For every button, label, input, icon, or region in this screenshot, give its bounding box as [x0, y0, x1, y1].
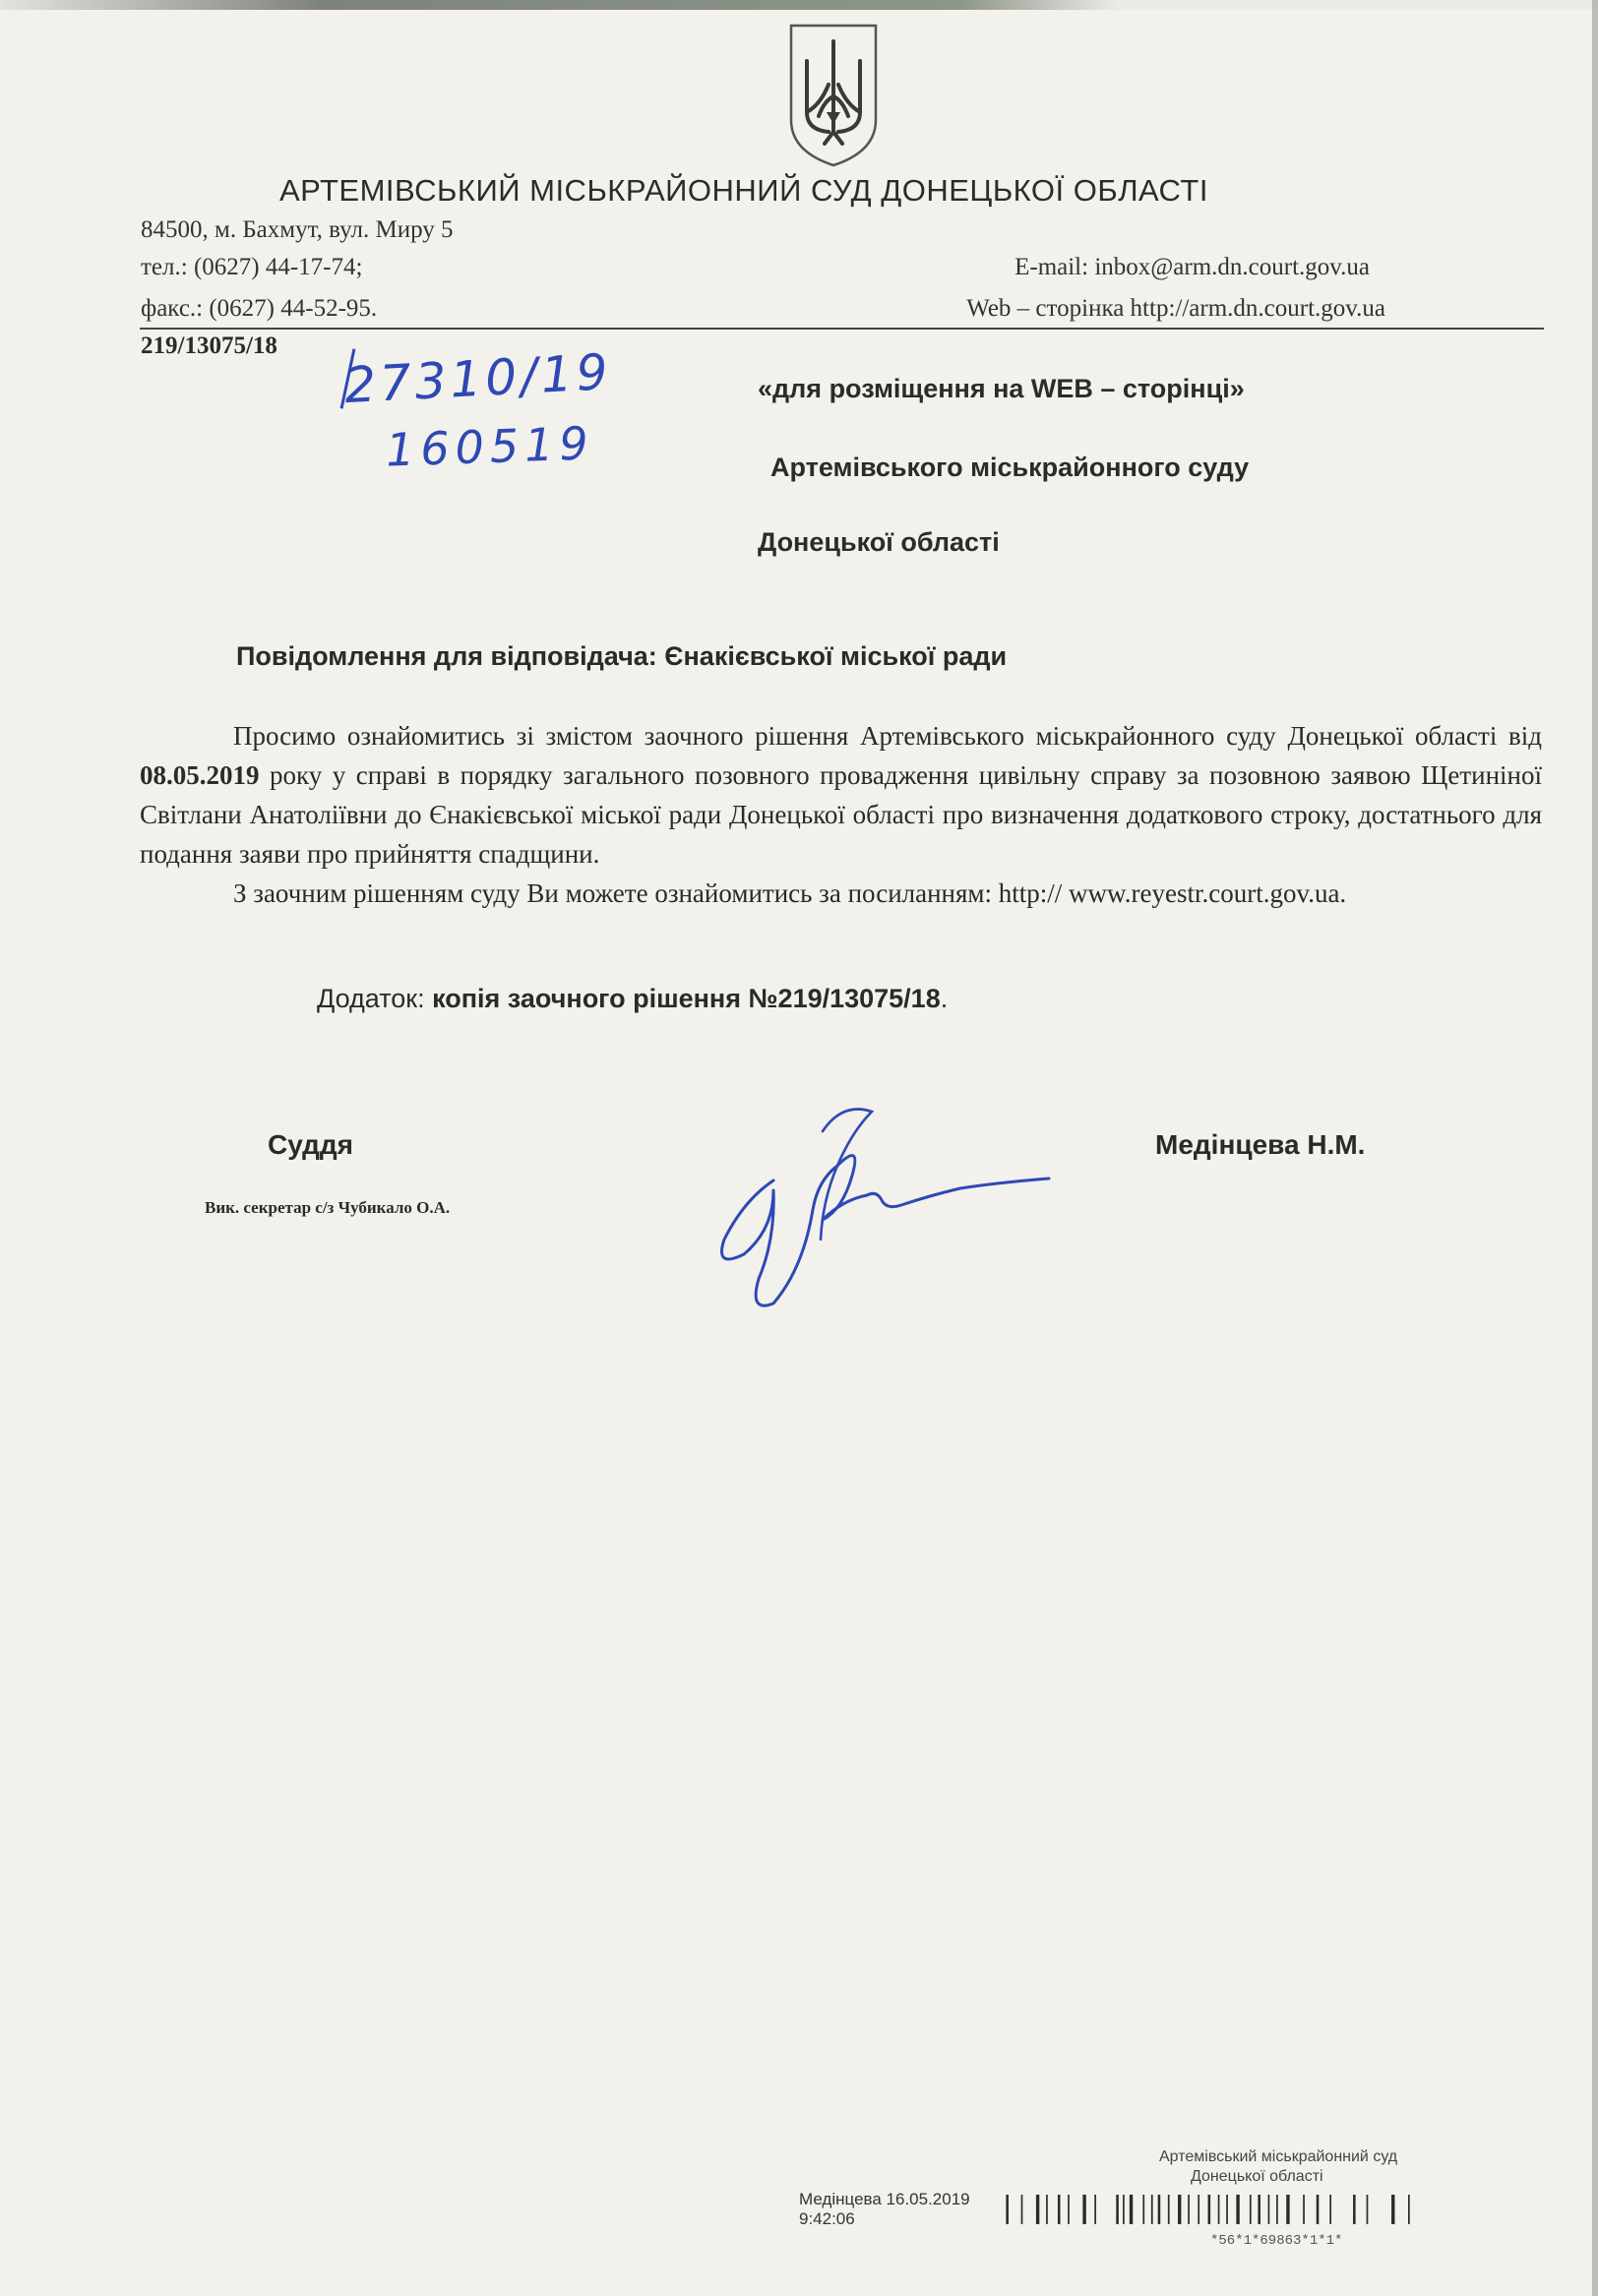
barcode-caption: Медінцева 16.05.2019 9:42:06	[799, 2190, 970, 2228]
decision-date: 08.05.2019	[140, 760, 260, 790]
attachment-label: Додаток:	[317, 984, 433, 1013]
destination-line-3: Донецької області	[758, 527, 1000, 557]
destination-line-2: Артемівського міськрайонного суду	[770, 453, 1250, 482]
body-text: року у справі в порядку загального позовного провадження цивільну справу за позовною заявою Щетиніної Світлани Анатоліївни до Єнакієвської міської ради Донецької області про визначення додаткового строку, достатнього для подання заяви про прийняття спадщини.	[140, 760, 1542, 869]
judge-role: Суддя	[268, 1129, 353, 1160]
case-number: 219/13075/18	[141, 332, 277, 359]
scan-edge	[0, 0, 1598, 10]
court-phone: тел.: (0627) 44-17-74;	[141, 254, 363, 280]
attachment-value: копія заочного рішення №219/13075/18	[432, 984, 941, 1013]
judge-signature	[705, 1072, 1059, 1318]
judge-name: Медінцева Н.М.	[1155, 1129, 1366, 1160]
stamp-court-line-2: Донецької області	[1191, 2168, 1323, 2185]
barcode	[1003, 2193, 1598, 2226]
stamp-court-line-1: Артемівський міськрайонний суд	[1159, 2148, 1398, 2165]
destination-line-1: «для розміщення на WEB – сторінці»	[758, 374, 1245, 403]
secretary-line: Вик. секретар с/з Чубикало О.А.	[205, 1198, 451, 1217]
body-text: Просимо ознайомитись зі змістом заочного рішення Артемівського міськрайонного суду Донецької області від	[233, 721, 1542, 751]
body-paragraph-2: З заочним рішенням суду Ви можете ознайомитись за посиланням: http:// www.reyestr.court.gov.ua.	[233, 878, 1347, 908]
handwritten-registration: 27310/19	[342, 342, 613, 415]
court-website: Web – сторінка http://arm.dn.court.gov.ua	[966, 295, 1385, 322]
trident-icon	[785, 22, 882, 169]
attachment-line: Додаток: копія заочного рішення №219/13075/18.	[317, 984, 949, 1013]
header-divider	[140, 328, 1544, 330]
handwritten-date: 160519	[385, 416, 595, 477]
court-address: 84500, м. Бахмут, вул. Миру 5	[141, 216, 454, 243]
court-email: E-mail: inbox@arm.dn.court.gov.ua	[1014, 254, 1370, 280]
court-fax: факс.: (0627) 44-52-95.	[141, 295, 378, 322]
barcode-code: *56*1*69863*1*1*	[1210, 2233, 1343, 2249]
barcode-row	[799, 2190, 1598, 2229]
body-paragraph-1	[140, 716, 1542, 874]
court-name: АРТЕМІВСЬКИЙ МІСЬКРАЙОННИЙ СУД ДОНЕЦЬКОЇ ОБЛАСТІ	[279, 173, 1208, 208]
notice-title: Повідомлення для відповідача: Єнакієвської міської ради	[236, 641, 1008, 671]
scan-edge-right	[1592, 0, 1598, 2296]
